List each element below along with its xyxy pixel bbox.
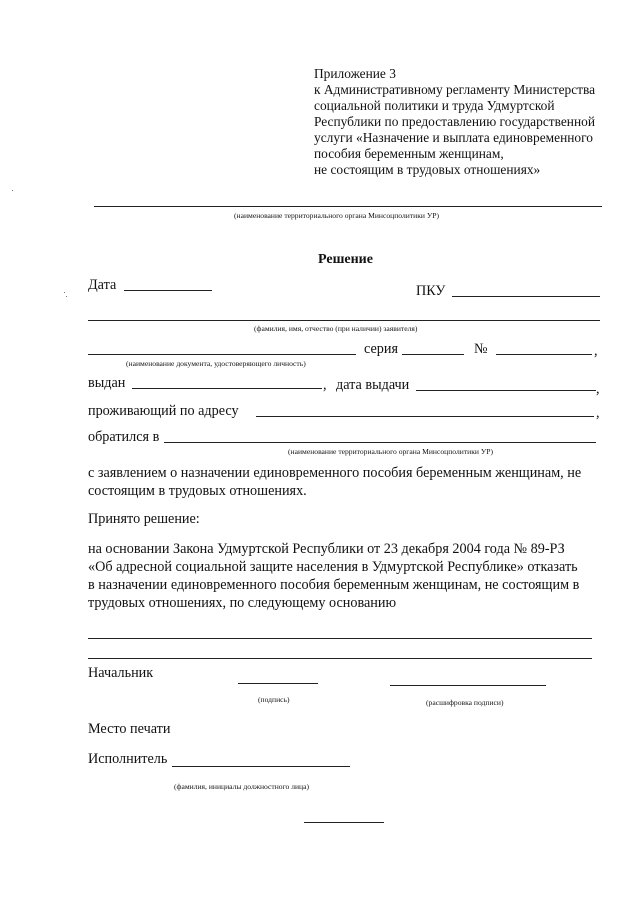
reason-line-2 <box>88 658 592 659</box>
pku-field-line <box>452 296 600 297</box>
paragraph-line: трудовых отношениях, по следующему основанию <box>88 595 397 611</box>
appendix-block <box>314 66 595 178</box>
appendix-line: Приложение 3 <box>314 66 396 81</box>
id-document-line <box>88 354 356 355</box>
series-field-line <box>402 354 464 355</box>
comma: , <box>323 377 327 393</box>
appendix-line: не состоящим в трудовых отношениях» <box>314 162 541 177</box>
signature-decode-caption: (расшифровка подписи) <box>426 698 504 707</box>
paragraph-line: с заявлением о назначении единовременного пособия беременным женщинам, не <box>88 465 582 481</box>
address-label: проживающий по адресу <box>88 403 239 419</box>
paragraph-line: «Об адресной социальной защите населения в Удмуртской Республике» отказать <box>88 559 578 575</box>
signature-caption: (подпись) <box>258 695 290 704</box>
comma: , <box>594 343 598 359</box>
issue-date-label: дата выдачи <box>336 377 410 393</box>
applicant-caption: (фамилия, имя, отчество (при наличии) заявителя) <box>254 324 418 333</box>
date-field-line <box>124 290 212 291</box>
date-label: Дата <box>88 277 117 293</box>
comma: , <box>596 381 600 397</box>
executor-caption: (фамилия, инициалы должностного лица) <box>174 782 310 791</box>
organ-caption: (наименование территориального органа Минсоцполитики УР) <box>234 211 440 220</box>
appendix-line: социальной политики и труда Удмуртской <box>314 98 555 113</box>
applied-to-line <box>164 442 596 443</box>
applicant-name-line <box>88 320 600 321</box>
address-line <box>256 416 594 417</box>
appendix-line: к Административному регламенту Министерства <box>314 82 596 97</box>
appendix-line: пособия беременным женщинам, <box>314 146 504 161</box>
head-label: Начальник <box>88 665 154 681</box>
paragraph-line: в назначении единовременного пособия беременным женщинам, не состоящим в <box>88 577 580 593</box>
bottom-separator <box>304 822 384 823</box>
appendix-line: услуги «Назначение и выплата единовременного <box>314 130 593 145</box>
stamp-label: Место печати <box>88 721 171 737</box>
issued-by-line <box>132 388 322 389</box>
executor-line <box>172 766 350 767</box>
number-field-line <box>496 354 592 355</box>
decision-heading: Принято решение: <box>88 511 200 527</box>
scan-speck <box>66 296 67 297</box>
applied-to-caption: (наименование территориального органа Минсоцполитики УР) <box>288 447 494 456</box>
pku-label: ПКУ <box>416 283 446 299</box>
organ-name-line <box>94 206 602 207</box>
applied-to-label: обратился в <box>88 429 160 445</box>
application-paragraph <box>88 464 581 500</box>
comma: , <box>596 405 600 421</box>
executor-label: Исполнитель <box>88 751 168 767</box>
series-label: серия <box>364 341 398 357</box>
appendix-line: Республики по предоставлению государственной <box>314 114 595 129</box>
scan-speck <box>12 190 13 191</box>
paragraph-line: на основании Закона Удмуртской Республики от 23 декабря 2004 года № 89-РЗ <box>88 541 565 557</box>
reason-line-1 <box>88 638 592 639</box>
number-label: № <box>474 341 488 357</box>
signature-decode-line <box>390 685 546 686</box>
document-title: Решение <box>318 252 373 267</box>
id-document-caption: (наименование документа, удостоверяющего личность) <box>126 359 306 368</box>
issue-date-line <box>416 390 596 391</box>
decision-paragraph <box>88 540 579 612</box>
issued-label: выдан <box>88 375 126 391</box>
signature-line <box>238 683 318 684</box>
scan-speck <box>64 292 65 293</box>
paragraph-line: состоящим в трудовых отношениях. <box>88 483 307 499</box>
